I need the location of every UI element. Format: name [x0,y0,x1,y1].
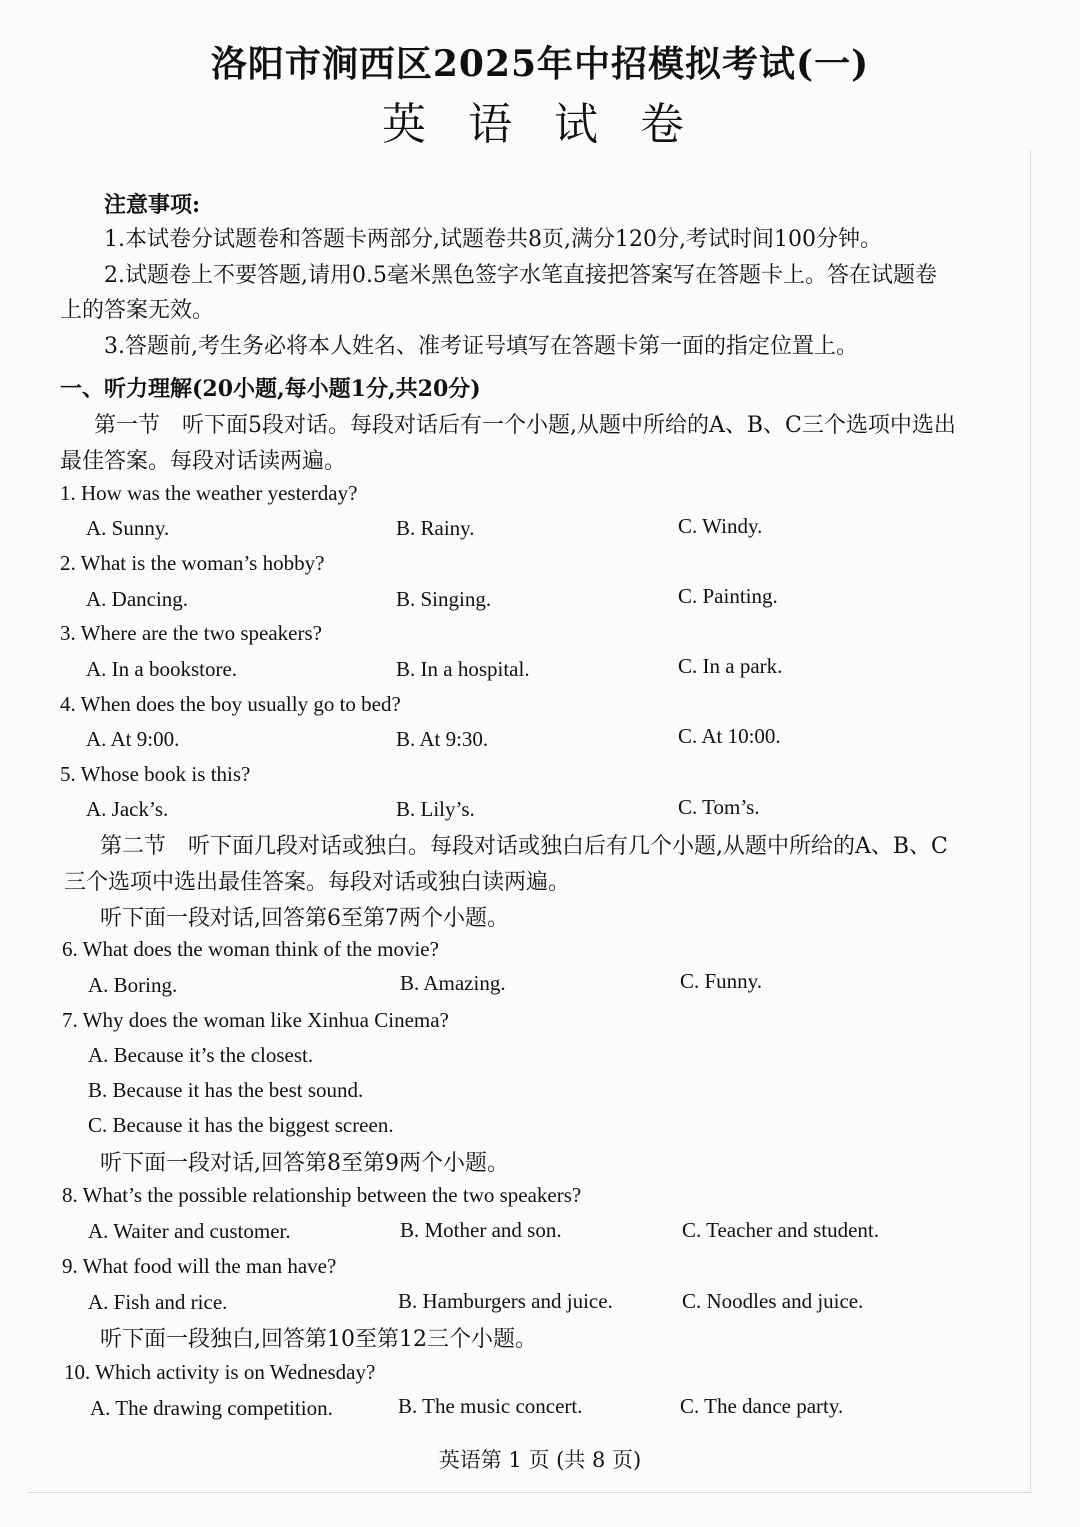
question-2-option-c: C. Painting. [678,584,778,608]
question-1: 1. How was the weather yesterday? [60,481,358,505]
question-10: 10. Which activity is on Wednesday? [64,1360,376,1384]
question-6-option-b: B. Amazing. [400,971,506,995]
question-7: 7. Why does the woman like Xinhua Cinema? [62,1008,449,1032]
question-7-option-b: B. Because it has the best sound. [88,1078,364,1102]
instruction-questions-10-12: 听下面一段独白,回答第10至第12三个小题。 [100,1327,537,1352]
question-9: 9. What food will the man have? [62,1254,337,1278]
question-5-option-a: A. Jack’s. [86,797,169,821]
question-6-option-a: A. Boring. [88,973,178,997]
notice-item-1: 1.本试卷分试题卷和答题卡两部分,试题卷共8页,满分120分,考试时间100分钟。 [104,227,882,252]
question-1-option-b: B. Rainy. [396,516,475,540]
question-3-option-a: A. In a bookstore. [86,657,238,681]
instruction-questions-8-9: 听下面一段对话,回答第8至第9两个小题。 [100,1151,509,1176]
question-5-option-c: C. Tom’s. [678,795,760,819]
question-8-option-b: B. Mother and son. [400,1218,562,1242]
question-2: 2. What is the woman’s hobby? [60,551,325,575]
question-6: 6. What does the woman think of the movie? [62,937,439,961]
exam-title: 洛阳市涧西区2025年中招模拟考试(一) [210,43,870,85]
question-8-option-c: C. Teacher and student. [682,1218,879,1242]
question-10-option-c: C. The dance party. [680,1394,844,1418]
question-1-option-c: C. Windy. [678,514,763,538]
question-10-option-a: A. The drawing competition. [90,1396,333,1420]
question-8-option-a: A. Waiter and customer. [88,1219,291,1243]
question-4: 4. When does the boy usually go to bed? [60,692,401,716]
page-number: 英语第 1 页 (共 8 页) [438,1448,642,1472]
question-7-option-a: A. Because it’s the closest. [88,1043,314,1067]
question-4-option-b: B. At 9:30. [396,727,489,751]
question-2-option-a: A. Dancing. [86,587,189,611]
question-1-option-a: A. Sunny. [86,516,170,540]
section-2-instruction-line-1: 第二节 听下面几段对话或独白。每段对话或独白后有几个小题,从题中所给的A、B、C [100,834,948,859]
page-edge-right [1030,150,1031,1490]
question-3: 3. Where are the two speakers? [60,621,322,645]
part-1-heading: 一、听力理解(20小题,每小题1分,共20分) [60,376,481,402]
exam-subject: 英 语 试 卷 [382,99,698,150]
question-7-option-c: C. Because it has the biggest screen. [88,1113,394,1137]
question-8: 8. What’s the possible relationship between the two speakers? [62,1183,582,1207]
question-6-option-c: C. Funny. [680,969,763,993]
question-3-option-c: C. In a park. [678,654,783,678]
question-9-option-a: A. Fish and rice. [88,1290,228,1314]
question-9-option-c: C. Noodles and juice. [682,1289,864,1313]
question-5: 5. Whose book is this? [60,762,251,786]
page-edge-bottom [28,1492,1032,1493]
question-10-option-b: B. The music concert. [398,1394,583,1418]
section-2-instruction-line-2: 三个选项中选出最佳答案。每段对话或独白读两遍。 [64,870,571,895]
question-3-option-b: B. In a hospital. [396,657,530,681]
question-2-option-b: B. Singing. [396,587,492,611]
question-4-option-c: C. At 10:00. [678,724,781,748]
question-9-option-b: B. Hamburgers and juice. [398,1289,613,1313]
section-1-instruction-line-2: 最佳答案。每段对话读两遍。 [60,449,347,474]
instruction-questions-6-7: 听下面一段对话,回答第6至第7两个小题。 [100,906,509,931]
notice-item-2-line-2: 上的答案无效。 [60,298,215,323]
section-1-instruction-line-1: 第一节 听下面5段对话。每段对话后有一个小题,从题中所给的A、B、C三个选项中选出 [94,413,956,438]
question-5-option-b: B. Lily’s. [396,797,475,821]
notice-item-3: 3.答题前,考生务必将本人姓名、准考证号填写在答题卡第一面的指定位置上。 [104,334,858,359]
notice-heading: 注意事项: [104,192,201,218]
question-4-option-a: A. At 9:00. [86,727,180,751]
notice-item-2-line-1: 2.试题卷上不要答题,请用0.5毫米黑色签字水笔直接把答案写在答题卡上。答在试题卷 [104,263,937,288]
